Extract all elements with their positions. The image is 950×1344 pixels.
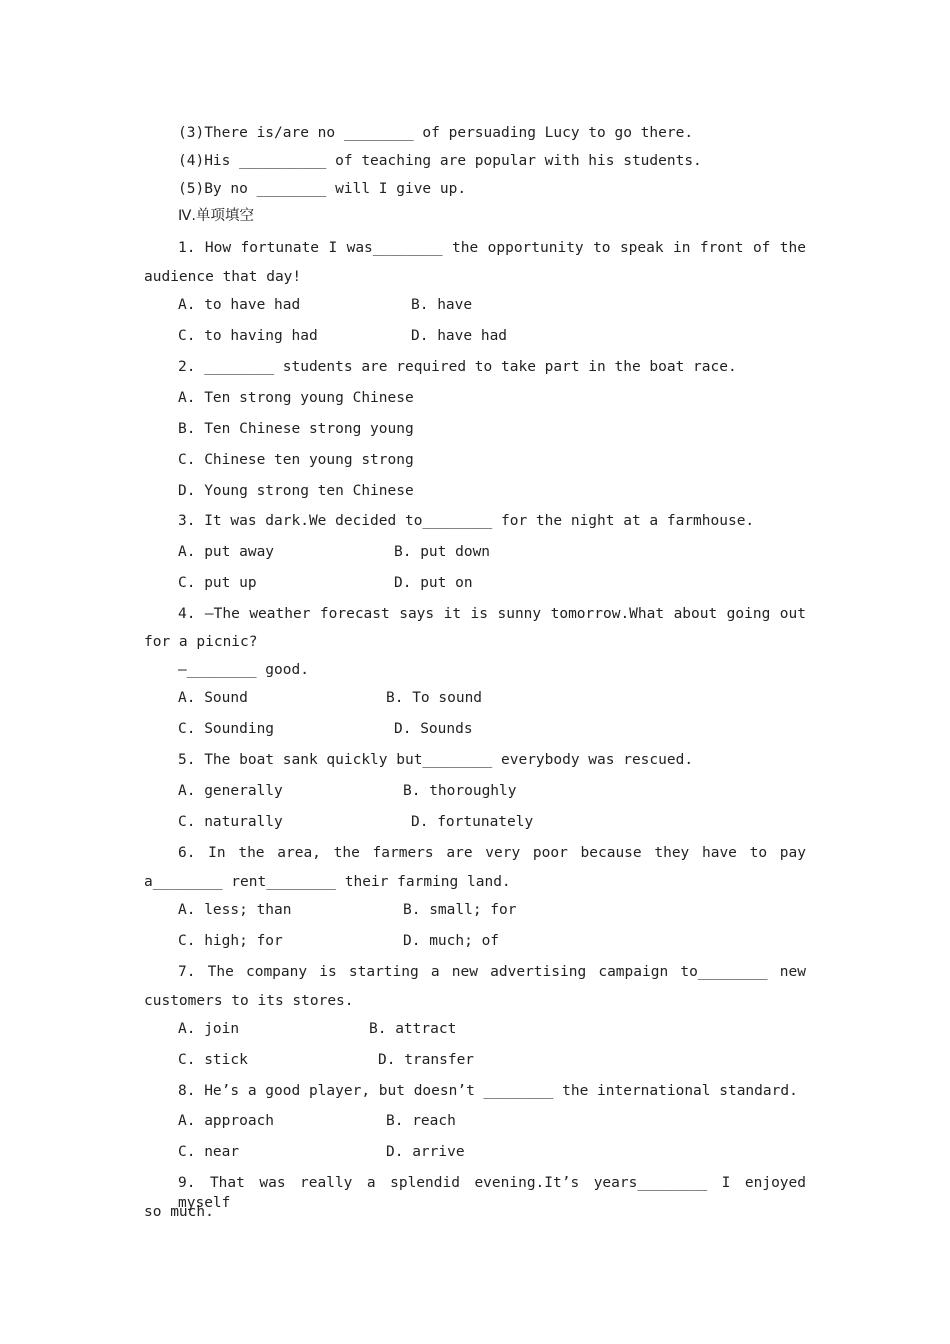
question-7-option-d: D. transfer [378, 1052, 475, 1068]
question-1-option-d: D. have had [411, 328, 508, 344]
question-1-stem-line-1: 1. How fortunate I was________ the opportunity to speak in front of the [178, 240, 806, 256]
question-4-option-c: C. Sounding [178, 721, 275, 737]
question-2-option-d: D. Young strong ten Chinese [178, 483, 414, 499]
fill-in-item-4: (4)His __________ of teaching are popular with his students. [178, 153, 702, 169]
question-6-stem-line-2: a________ rent________ their farming land. [144, 874, 511, 890]
question-3-option-c: C. put up [178, 575, 257, 591]
question-3-stem: 3. It was dark.We decided to________ for the night at a farmhouse. [178, 513, 755, 529]
question-4-stem-line-2: for a picnic? [144, 634, 258, 650]
question-9-stem-line-2: so much. [144, 1204, 214, 1220]
question-5-option-b: B. thoroughly [403, 783, 517, 799]
question-7-option-a: A. join [178, 1021, 240, 1037]
question-4-option-b: B. To sound [386, 690, 483, 706]
question-8-stem: 8. He’s a good player, but doesn’t ________ the international standard. [178, 1083, 798, 1099]
question-2-option-b: B. Ten Chinese strong young [178, 421, 414, 437]
question-6-option-c: C. high; for [178, 933, 283, 949]
fill-in-item-5: (5)By no ________ will I give up. [178, 181, 467, 197]
question-3-option-b: B. put down [394, 544, 491, 560]
question-7-stem-line-1: 7. The company is starting a new advertising campaign to________ new [178, 964, 806, 980]
question-6-stem-line-1: 6. In the area, the farmers are very poor because they have to pay [178, 845, 806, 861]
question-3-option-a: A. put away [178, 544, 275, 560]
question-2-stem: 2. ________ students are required to take part in the boat race. [178, 359, 737, 375]
question-7-stem-line-2: customers to its stores. [144, 993, 354, 1009]
question-5-stem: 5. The boat sank quickly but________ everybody was rescued. [178, 752, 694, 768]
question-8-option-a: A. approach [178, 1113, 275, 1129]
question-4-option-d: D. Sounds [394, 721, 473, 737]
question-1-option-b: B. have [411, 297, 473, 313]
question-5-option-d: D. fortunately [411, 814, 534, 830]
question-6-option-a: A. less; than [178, 902, 292, 918]
question-4-stem-line-3: —________ good. [178, 662, 309, 678]
question-5-option-c: C. naturally [178, 814, 283, 830]
fill-in-item-3: (3)There is/are no ________ of persuading Lucy to go there. [178, 125, 694, 141]
question-6-option-d: D. much; of [403, 933, 500, 949]
question-4-stem-line-1: 4. —The weather forecast says it is sunny tomorrow.What about going out [178, 606, 806, 622]
question-1-option-c: C. to having had [178, 328, 318, 344]
section-heading: Ⅳ.单项填空 [178, 208, 254, 224]
question-6-option-b: B. small; for [403, 902, 517, 918]
question-2-option-c: C. Chinese ten young strong [178, 452, 414, 468]
question-5-option-a: A. generally [178, 783, 283, 799]
question-8-option-d: D. arrive [386, 1144, 465, 1160]
question-3-option-d: D. put on [394, 575, 473, 591]
question-9-stem-line-1: 9. That was really a splendid evening.It’s years________ I enjoyed myself [178, 1175, 806, 1211]
question-2-option-a: A. Ten strong young Chinese [178, 390, 414, 406]
question-7-option-c: C. stick [178, 1052, 248, 1068]
question-7-option-b: B. attract [369, 1021, 457, 1037]
question-1-stem-line-2: audience that day! [144, 269, 302, 285]
question-8-option-b: B. reach [386, 1113, 456, 1129]
question-1-option-a: A. to have had [178, 297, 301, 313]
question-8-option-c: C. near [178, 1144, 240, 1160]
question-4-option-a: A. Sound [178, 690, 248, 706]
